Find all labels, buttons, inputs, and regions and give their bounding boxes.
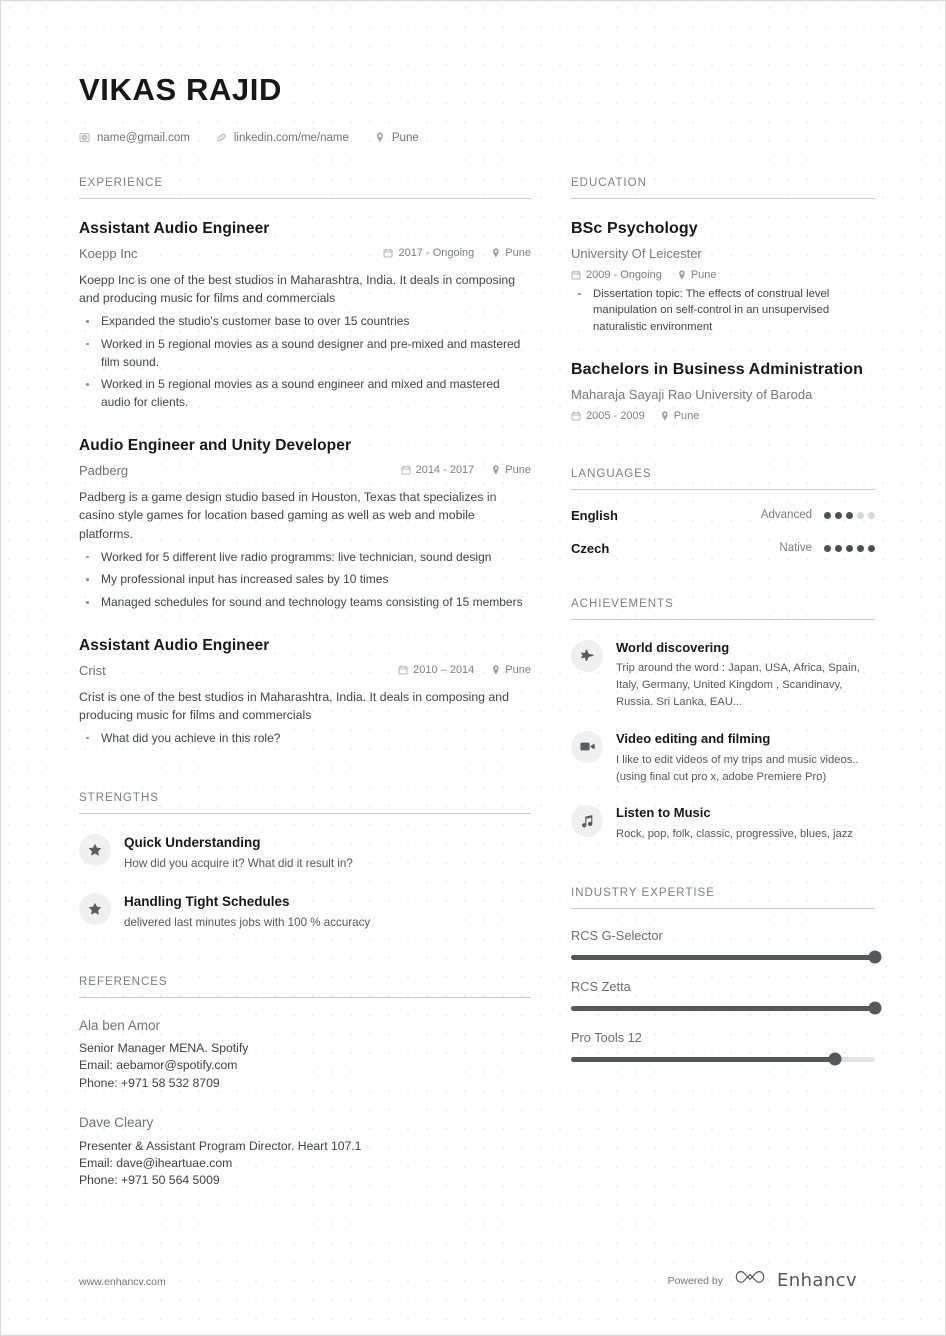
section-divider — [571, 619, 875, 620]
skill-slider[interactable] — [571, 1057, 875, 1062]
achievement-description: Trip around the word : Japan, USA, Africa, Spain, Italy, Germany, United Kingdom , Scandinavy, Russia. Sri Lanka, EAU... — [616, 662, 860, 709]
job-title: Audio Engineer and Unity Developer — [79, 436, 352, 454]
job-location-text: Pune — [505, 463, 531, 476]
section-divider — [79, 198, 531, 199]
skill-fill — [571, 1057, 835, 1062]
rating-dot — [857, 545, 864, 552]
school-name: Maharaja Sayaji Rao University of Baroda — [571, 386, 813, 402]
list-item: Expanded the studio's customer base to over 15 countries — [79, 313, 531, 331]
skill-knob[interactable] — [869, 1002, 882, 1015]
job-location-text: Pune — [505, 663, 531, 676]
skill-label: RCS Zetta — [571, 978, 631, 994]
education-dates-text: 2005 - 2009 — [586, 409, 645, 422]
resume-header — [79, 73, 419, 144]
section-industry-expertise — [571, 887, 875, 1062]
job-location — [492, 247, 531, 259]
experience-entry — [79, 219, 531, 412]
rating-dot — [868, 512, 875, 519]
rating-dot — [835, 512, 842, 519]
education-location — [661, 410, 700, 422]
section-education — [571, 177, 875, 422]
reference-role: Senior Manager MENA. Spotify — [79, 1041, 249, 1056]
strength-title: Handling Tight Schedules — [124, 893, 290, 909]
skill-label: RCS G-Selector — [571, 927, 663, 943]
job-dates — [398, 664, 474, 676]
strength-description: delivered last minutes jobs with 100 % accuracy — [124, 916, 371, 930]
contact-linkedin[interactable] — [216, 132, 349, 144]
email-icon — [79, 132, 90, 143]
rating-dot — [846, 512, 853, 519]
job-title: Assistant Audio Engineer — [79, 220, 270, 237]
education-meta — [571, 269, 875, 281]
reference-phone: Phone: +971 58 532 8709 — [79, 1075, 220, 1090]
degree-title: BSc Psychology — [571, 220, 698, 237]
list-item: My professional input has increased sales by 10 times — [79, 571, 531, 589]
job-meta — [79, 663, 531, 680]
achievement-title: Video editing and filming — [616, 730, 771, 746]
education-bullets — [571, 286, 875, 336]
reference-name: Dave Cleary — [79, 1115, 154, 1131]
section-references — [79, 976, 531, 1190]
job-bullets — [79, 549, 531, 612]
company-name: Koepp Inc — [79, 245, 138, 261]
contact-location-text: Pune — [391, 131, 419, 144]
contact-location[interactable] — [375, 132, 419, 144]
rating-dot — [868, 545, 875, 552]
list-item: Worked in 5 regional movies as a sound engineer and mixed and mastered audio for clients. — [79, 376, 531, 412]
section-title-experience: EXPERIENCE — [79, 177, 164, 189]
section-languages — [571, 468, 875, 556]
language-name: Czech — [571, 540, 610, 556]
language-level: Advanced — [760, 509, 812, 522]
achievement-title: Listen to Music — [616, 805, 711, 821]
music-note-icon — [571, 805, 603, 837]
location-pin-icon — [492, 248, 500, 258]
achievement-item — [571, 730, 875, 785]
location-pin-icon — [661, 411, 669, 421]
contact-row — [79, 132, 419, 144]
achievement-title: World discovering — [616, 639, 730, 655]
job-location — [492, 464, 531, 476]
video-camera-icon — [571, 731, 603, 763]
location-pin-icon — [492, 465, 500, 475]
job-bullets — [79, 730, 531, 748]
calendar-icon — [398, 665, 408, 675]
list-item: What did you achieve in this role? — [79, 730, 531, 748]
degree-title: Bachelors in Business Administration — [571, 360, 863, 378]
section-experience — [79, 177, 531, 748]
company-name: Padberg — [79, 462, 129, 478]
calendar-icon — [571, 270, 581, 280]
location-pin-icon — [492, 665, 500, 675]
language-level: Native — [779, 542, 812, 555]
rating-dot — [846, 545, 853, 552]
job-location-text: Pune — [505, 246, 531, 259]
section-title-languages: LANGUAGES — [571, 467, 652, 480]
language-rating — [824, 512, 875, 519]
location-pin-icon — [678, 270, 686, 280]
reference-name: Ala ben Amor — [79, 1017, 161, 1033]
strength-description: How did you acquire it? What did it result in? — [124, 857, 353, 871]
section-achievements — [571, 598, 875, 843]
reference-item — [79, 1017, 531, 1093]
reference-item — [79, 1114, 531, 1190]
list-item: Dissertation topic: The effects of construal level manipulation on self-control in an unsupervised naturalistic environment — [571, 286, 875, 336]
company-name: Crist — [79, 662, 106, 678]
school-name: University Of Leicester — [571, 245, 702, 261]
skill-slider[interactable] — [571, 955, 875, 960]
job-dates — [383, 247, 474, 259]
calendar-icon — [383, 248, 393, 258]
job-meta — [79, 246, 531, 263]
link-icon — [216, 132, 227, 143]
left-column — [79, 177, 531, 1190]
reference-email: Email: aebamor@spotify.com — [79, 1058, 238, 1073]
job-meta — [79, 463, 531, 480]
job-bullets — [79, 313, 531, 412]
contact-email-text: name@gmail.com — [97, 131, 190, 144]
skill-item — [571, 928, 875, 960]
experience-entry — [79, 436, 531, 612]
section-title-achievements: ACHIEVEMENTS — [571, 597, 674, 610]
job-description: Crist is one of the best studios in Maharashtra, India. It deals in composing and producing music for films and commercials — [79, 689, 509, 723]
section-strengths — [79, 792, 531, 932]
reference-phone: Phone: +971 50 564 5009 — [79, 1173, 220, 1188]
section-divider — [571, 198, 875, 199]
skill-knob[interactable] — [829, 1053, 842, 1066]
achievement-description: I like to edit videos of my trips and music videos.. (using final cut pro x, adobe Premiere Pro) — [616, 753, 859, 783]
job-description: Koepp Inc is one of the best studios in Maharashtra, India. It deals in composing and producing music for films and commercials — [79, 272, 516, 306]
list-item: Worked in 5 regional movies as a sound designer and pre-mixed and mastered film sound. — [79, 336, 531, 372]
page-title: VIKAS RAJID — [79, 72, 282, 107]
contact-linkedin-text: linkedin.com/me/name — [233, 131, 349, 144]
education-dates — [571, 410, 645, 422]
section-divider — [79, 997, 531, 998]
skill-fill — [571, 955, 875, 960]
education-entry — [571, 360, 875, 422]
strength-item — [79, 833, 531, 873]
skill-knob[interactable] — [869, 951, 882, 964]
reference-role: Presenter & Assistant Program Director. Heart 107.1 — [79, 1138, 362, 1153]
job-title: Assistant Audio Engineer — [79, 636, 270, 654]
job-description: Padberg is a game design studio based in Houston, Texas that specializes in casino style games for location based gaming as well as web and mobile platforms. — [79, 489, 497, 541]
section-title-industry-expertise: INDUSTRY EXPERTISE — [571, 886, 715, 899]
skill-slider[interactable] — [571, 1006, 875, 1011]
footer-website[interactable]: www.enhancv.com — [79, 1276, 166, 1288]
right-column — [571, 177, 875, 1062]
powered-by-label: Powered by — [667, 1274, 724, 1287]
footer-branding — [668, 1268, 857, 1293]
list-item: Managed schedules for sound and technology teams consisting of 15 members — [79, 594, 531, 612]
location-pin-icon — [375, 132, 385, 143]
section-divider — [79, 813, 531, 814]
job-dates-text: 2017 - Ongoing — [398, 246, 475, 259]
job-location — [492, 664, 531, 676]
language-row — [571, 508, 875, 523]
language-name: English — [571, 507, 618, 523]
section-title-education: EDUCATION — [571, 177, 647, 189]
star-icon — [79, 834, 111, 866]
skill-fill — [571, 1006, 875, 1011]
rating-dot — [835, 545, 842, 552]
reference-details — [79, 1138, 531, 1190]
brand-name: Enhancv — [777, 1270, 857, 1291]
section-title-strengths: STRENGTHS — [79, 791, 159, 804]
education-meta — [571, 410, 875, 422]
job-dates-text: 2014 - 2017 — [415, 463, 475, 476]
section-title-references: REFERENCES — [79, 975, 168, 988]
list-item: Worked for 5 different live radio programms: live technician, sound design — [79, 549, 531, 567]
education-location-text: Pune — [673, 409, 700, 422]
experience-entry — [79, 636, 531, 748]
achievement-item — [571, 804, 875, 843]
contact-email[interactable] — [79, 132, 190, 144]
job-dates — [401, 464, 475, 476]
rating-dot — [857, 512, 864, 519]
plane-icon — [571, 640, 603, 672]
reference-email: Email: dave@iheartuae.com — [79, 1156, 233, 1170]
enhancv-logo-icon — [735, 1268, 765, 1293]
calendar-icon — [571, 411, 581, 421]
education-dates-text: 2009 - Ongoing — [586, 268, 662, 281]
rating-dot — [824, 545, 831, 552]
education-dates — [571, 269, 662, 281]
job-dates-text: 2010 – 2014 — [413, 663, 475, 676]
star-icon — [79, 893, 111, 925]
skill-item — [571, 979, 875, 1011]
calendar-icon — [401, 465, 411, 475]
strength-title: Quick Understanding — [124, 834, 261, 850]
language-rating — [824, 545, 875, 552]
skill-label: Pro Tools 12 — [571, 1029, 642, 1045]
strength-item — [79, 892, 531, 932]
education-location-text: Pune — [690, 268, 717, 281]
language-row — [571, 541, 875, 556]
education-location — [678, 269, 717, 281]
skill-item — [571, 1030, 875, 1062]
rating-dot — [824, 512, 831, 519]
achievement-description: Rock, pop, folk, classic, progressive, blues, jazz — [616, 828, 853, 841]
achievement-item — [571, 639, 875, 711]
section-divider — [571, 908, 875, 909]
section-divider — [571, 489, 875, 490]
reference-details — [79, 1040, 531, 1092]
education-entry — [571, 219, 875, 336]
